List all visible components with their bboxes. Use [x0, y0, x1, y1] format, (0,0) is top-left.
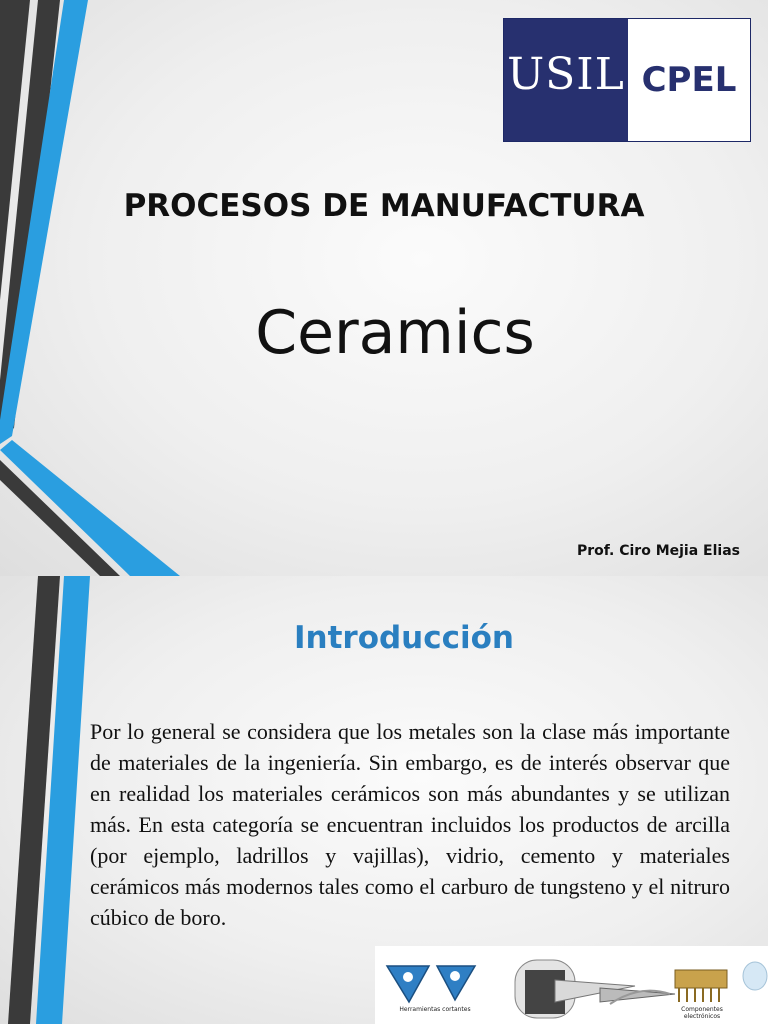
tools-label: Herramientas cortantes — [399, 1006, 471, 1013]
author-name: Prof. Ciro Mejia Elias — [576, 543, 740, 559]
course-title: PROCESOS DE MANUFACTURA — [123, 188, 645, 224]
components-label: Componentes electrónicos — [681, 1006, 723, 1020]
ceramics-applications-image — [375, 946, 768, 1024]
slide-introduction[interactable] — [0, 576, 768, 1024]
usil-cpel-logo — [503, 18, 751, 142]
intro-heading: Introducción — [293, 620, 514, 656]
decorative-stripes — [0, 0, 200, 576]
intro-paragraph: Por lo general se considera que los metales son la clase más importante de materiales de la ingeniería. Sin embargo, es de interés observar que en realidad los materiales cerámicos son más abundantes y se utilizan más. En esta categoría se encuentran incluidos los productos de arcilla (por ejemplo, ladrillos y vajillas), vidrio, cemento y materiales cerámicos más modernos tales como el carburo de tungsteno y el nitruro cúbico de boro. — [90, 719, 730, 930]
cpel-logo-text: CPEL — [641, 60, 737, 100]
usil-logo-text: USIL — [507, 49, 625, 100]
slide-main-title: Ceramics — [255, 298, 535, 368]
